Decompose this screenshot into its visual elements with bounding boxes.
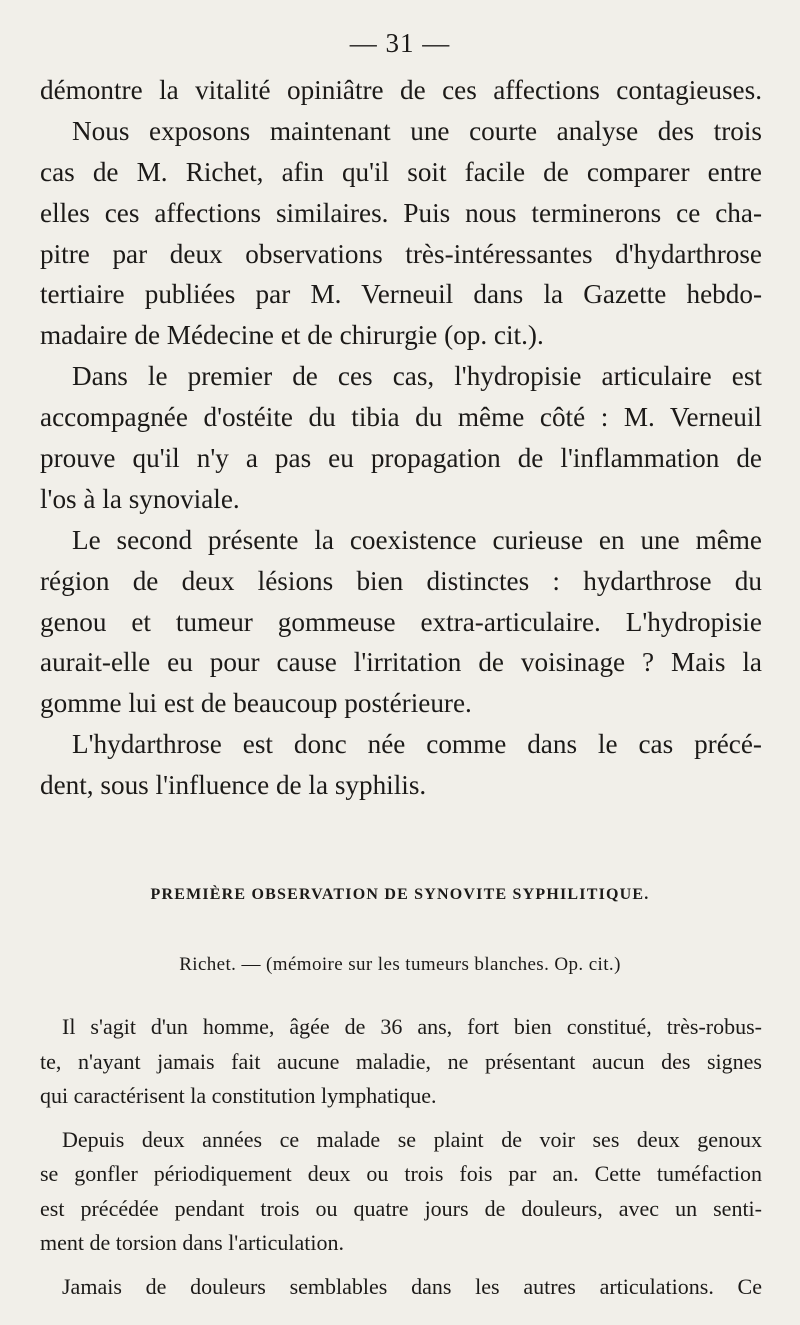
- paragraph-gap: [40, 1114, 762, 1123]
- text-line: qui caractérisent la constitution lymphatique.: [40, 1083, 437, 1108]
- text-line: gomme lui est de beaucoup postérieure.: [40, 688, 472, 719]
- text-line: démontre la vitalité opiniâtre de ces affections contagieuses.: [40, 75, 762, 105]
- text-line: te, n'ayant jamais fait aucune maladie, ne présentant aucun des signes: [40, 1048, 762, 1074]
- text-line: Nous exposons maintenant une courte analyse des trois: [72, 115, 762, 146]
- text-line: dent, sous l'influence de la syphilis.: [40, 770, 427, 801]
- text-line: l'os à la synoviale.: [40, 483, 240, 514]
- observation-title: PREMIÈRE OBSERVATION DE SYNOVITE SYPHILITIQUE.: [150, 886, 650, 903]
- text-line: genou et tumeur gommeuse extra-articulaire. L'hydropisie: [40, 606, 762, 637]
- text-line: prouve qu'il n'y a pas eu propagation de l'inflammation de: [40, 443, 762, 474]
- text-line: Jamais de douleurs semblables dans les autres articulations. Ce: [62, 1273, 762, 1299]
- paragraph-gap: [40, 1261, 762, 1270]
- text-line: Le second présente la coexistence curieuse en une même: [72, 524, 762, 555]
- page-number: — 31 —: [349, 28, 451, 58]
- main-text: [40, 70, 762, 806]
- text-line: région de deux lésions bien distinctes : hydarthrose du: [40, 565, 762, 596]
- text-line: L'hydarthrose est donc née comme dans le cas précé-: [72, 729, 762, 760]
- observation-source: Richet. — (mémoire sur les tumeurs blanches. Op. cit.): [179, 954, 621, 975]
- text-line: se gonfler périodiquement deux ou trois fois par an. Cette tuméfaction: [40, 1161, 762, 1186]
- observation-text: [40, 1010, 762, 1304]
- text-line: accompagnée d'ostéite du tibia du même côté : M. Verneuil: [40, 402, 762, 433]
- text-line: elles ces affections similaires. Puis nous terminerons ce cha-: [40, 197, 762, 228]
- text-line: cas de M. Richet, afin qu'il soit facile de comparer entre: [40, 156, 762, 187]
- text-line: Depuis deux années ce malade se plaint de voir ses deux genoux: [62, 1126, 762, 1152]
- text-line: est précédée pendant trois ou quatre jours de douleurs, avec un senti-: [40, 1195, 762, 1221]
- text-line: tertiaire publiées par M. Verneuil dans la Gazette hebdo-: [40, 279, 762, 310]
- text-line: aurait-elle eu pour cause l'irritation de voisinage ? Mais la: [40, 647, 762, 678]
- text-line: Il s'agit d'un homme, âgée de 36 ans, fort bien constitué, très-robus-: [62, 1014, 762, 1039]
- text-line: pitre par deux observations très-intéressantes d'hydarthrose: [40, 238, 762, 269]
- text-line: madaire de Médecine et de chirurgie (op. cit.).: [40, 320, 544, 351]
- text-line: ment de torsion dans l'articulation.: [40, 1230, 344, 1255]
- text-line: Dans le premier de ces cas, l'hydropisie articulaire est: [72, 361, 762, 392]
